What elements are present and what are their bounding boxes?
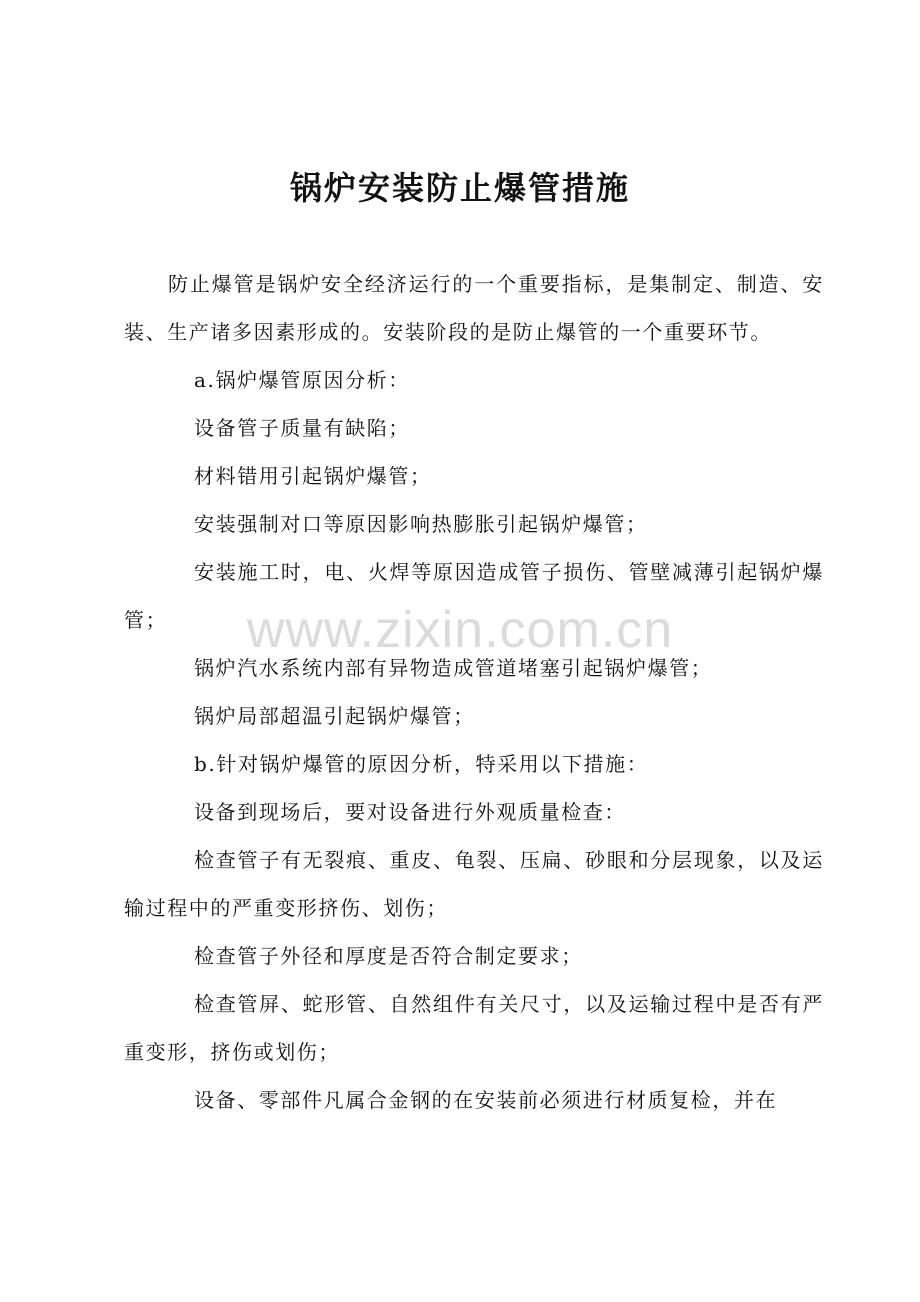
page-title: 锅炉安装防止爆管措施: [289, 169, 630, 207]
cause-item: 材料错用引起锅炉爆管；: [194, 464, 432, 488]
measure-item: 设备到现场后，要对设备进行外观质量检查：: [194, 800, 626, 824]
cause-item: 设备管子质量有缺陷；: [194, 416, 410, 440]
measure-item: 设备、零部件凡属合金钢的在安装前必须进行材质复检，并在: [194, 1088, 778, 1112]
measure-item: 检查管屏、蛇形管、自然组件有关尺寸，以及运输过程中是否有严重变形，挤伤或划伤；: [124, 992, 824, 1064]
section-a-heading: a.锅炉爆管原因分析：: [194, 368, 410, 392]
measure-item: 检查管子外径和厚度是否符合制定要求；: [194, 944, 583, 968]
cause-item: 安装施工时，电、火焊等原因造成管子损伤、管壁减薄引起锅炉爆管；: [124, 560, 824, 632]
cause-item: 安装强制对口等原因影响热膨胀引起锅炉爆管；: [194, 512, 648, 536]
cause-item: 锅炉汽水系统内部有异物造成管道堵塞引起锅炉爆管；: [194, 656, 713, 680]
measure-item: 检查管子有无裂痕、重皮、龟裂、压扁、砂眼和分层现象，以及运输过程中的严重变形挤伤、划伤；: [124, 848, 824, 920]
watermark: www.zixin.com.cn: [246, 601, 674, 659]
section-b-heading: b.针对锅炉爆管的原因分析，特采用以下措施：: [194, 752, 649, 776]
document-body: [124, 260, 824, 1124]
cause-item: 锅炉局部超温引起锅炉爆管；: [194, 704, 475, 728]
intro-paragraph: 防止爆管是锅炉安全经济运行的一个重要指标，是集制定、制造、安装、生产诸多因素形成的。安装阶段的是防止爆管的一个重要环节。: [124, 272, 824, 344]
